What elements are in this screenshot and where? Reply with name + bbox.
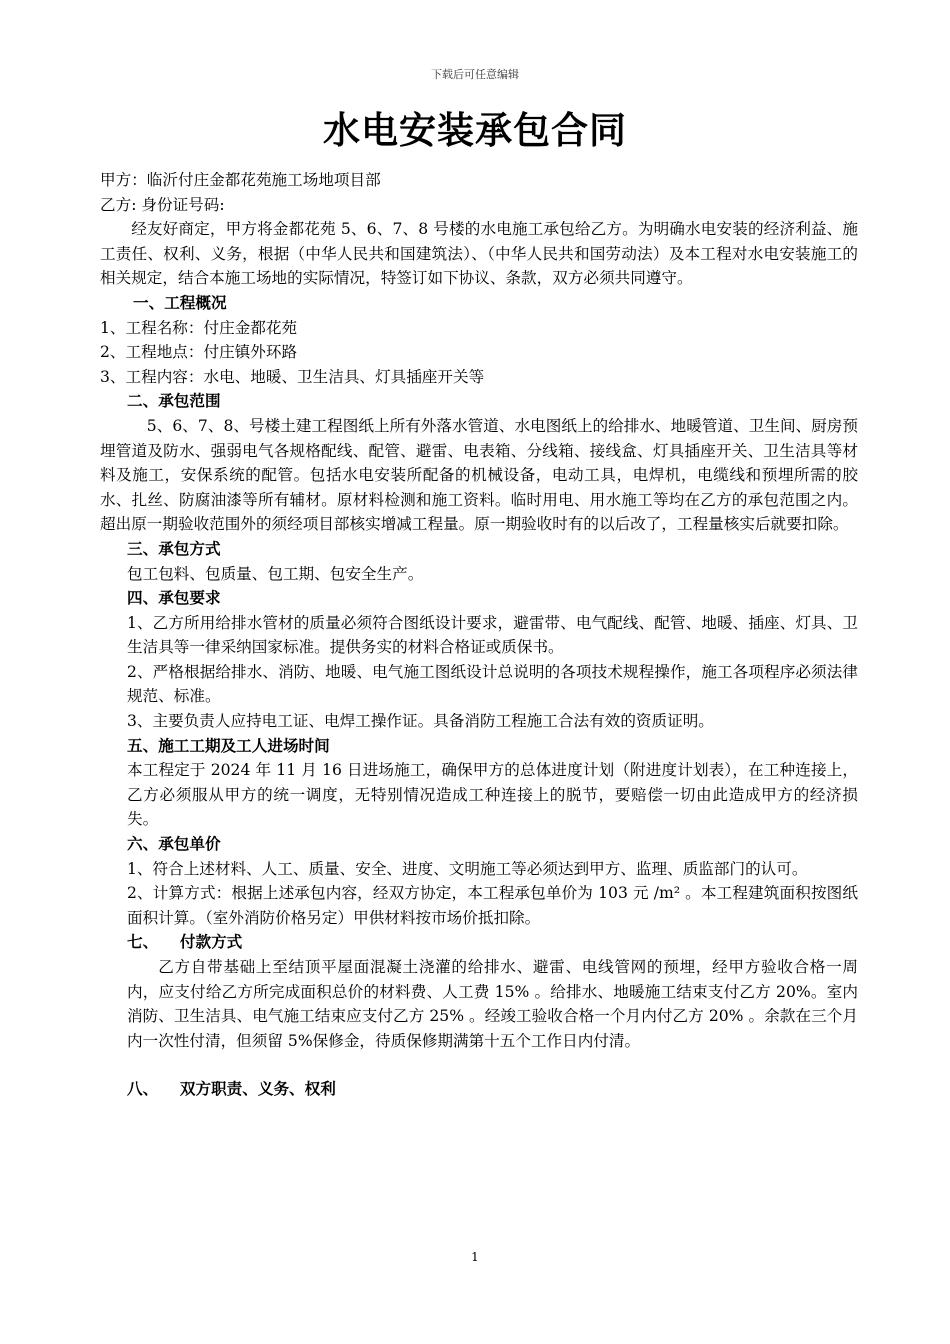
section-2-heading: 二、承包范围 [127, 392, 221, 411]
header-note: 下载后可任意编辑 [431, 68, 519, 81]
section-7-text: 乙方自带基础上至结顶平屋面混凝土浇灌的给排水、避雷、电线管网的预埋，经甲方验收合格一周内，应支付给乙方所完成面积总价的材料费、人工费 15% 。给排水、地暖施工结束支付乙方 20%。室内消防、卫生洁具、电气施工结束应支付乙方 25% 。经竣工验收合格一个月内付乙方 20% 。余款在三个月内一次性付清，但须留 5%保修金，待质保修期满第十五个工作日内付清。 [127, 958, 858, 1050]
section-1-item: 2、工程地点：付庄镇外环路 [100, 343, 298, 362]
section-6-heading: 六、承包单价 [127, 835, 221, 854]
section-1-item: 1、工程名称：付庄金都花苑 [100, 318, 298, 337]
section-3-text: 包工包料、包质量、包工期、包安全生产。 [127, 564, 424, 583]
section-6-item: 2、计算方式：根据上述承包内容，经双方协定，本工程承包单价为 103 元 /m² 。本工程建筑面积按图纸面积计算。（室外消防价格另定）甲供材料按市场价抵扣除。 [127, 884, 858, 927]
party-b: 乙方: 身份证号码: [100, 195, 225, 214]
section-1-item: 3、工程内容：水电、地暖、卫生洁具、灯具插座开关等 [100, 367, 485, 386]
party-a: 甲方：临沂付庄金都花苑施工场地项目部 [100, 171, 381, 189]
section-3-heading: 三、承包方式 [127, 539, 221, 558]
document-title: 水电安装承包合同 [323, 109, 627, 152]
section-8-heading: 八、 双方职责、义务、权利 [127, 1080, 336, 1099]
section-5-text: 本工程定于 2024 年 11 月 16 日进场施工，确保甲方的总体进度计划（附进度计划表），在工种连接上，乙方必须服从甲方的统一调度，无特别情况造成工种连接上的脱节，要赔偿一切由此造成甲方的经济损失。 [127, 761, 858, 829]
spacer [100, 1053, 858, 1077]
section-4-item: 3、主要负责人应持电工证、电焊工操作证。具备消防工程施工合法有效的资质证明。 [127, 712, 714, 731]
section-4-item: 1、乙方所用给排水管材的质量必须符合图纸设计要求，避雷带、电气配线、配管、地暖、插座、灯具、卫生洁具等一律采纳国家标准。提供务实的材料合格证或质保书。 [127, 613, 858, 657]
section-7-heading: 七、 付款方式 [127, 933, 243, 952]
intro-paragraph: 经友好商定，甲方将金都花苑 5、6、7、8 号楼的水电施工承包给乙方。为明确水电安装的经济利益、施工责任、权利、义务，根据（中华人民共和国建筑法）、（中华人民共和国劳动法）及本工程对水电安装施工的相关规定，结合本施工场地的实际情况，特签订如下协议、条款，双方必须共同遵守。 [100, 220, 858, 288]
contract-body [100, 168, 858, 1102]
section-5-heading: 五、施工工期及工人进场时间 [127, 736, 330, 755]
section-2-text: 5、6、7、8、号楼土建工程图纸上所有外落水管道、水电图纸上的给排水、地暖管道、卫生间、厨房预埋管道及防水、强弱电气各规格配线、配管、避雷、电表箱、分线箱、接线盒、灯具插座开关、卫生洁具等材料及施工，安保系统的配管。包括水电安装所配备的机械设备，电动工具，电焊机，电缆线和预埋所需的胶水、扎丝、防腐油漆等所有辅材。原材料检测和施工资料。临时用电、用水施工等均在乙方的承包范围之内。超出原一期验收范围外的须经项目部核实增减工程量。原一期验收时有的以后改了，工程量核实后就要扣除。 [100, 416, 858, 534]
section-4-item: 2、严格根据给排水、消防、地暖、电气施工图纸设计总说明的各项技术规程操作，施工各项程序必须法律规范、标准。 [127, 662, 858, 706]
page-number: 1 [471, 1250, 479, 1264]
section-1-heading: 一、工程概况 [133, 293, 227, 312]
section-6-item: 1、符合上述材料、人工、质量、安全、进度、文明施工等必须达到甲方、监理、质监部门的认可。 [127, 859, 808, 878]
section-4-heading: 四、承包要求 [127, 589, 221, 608]
